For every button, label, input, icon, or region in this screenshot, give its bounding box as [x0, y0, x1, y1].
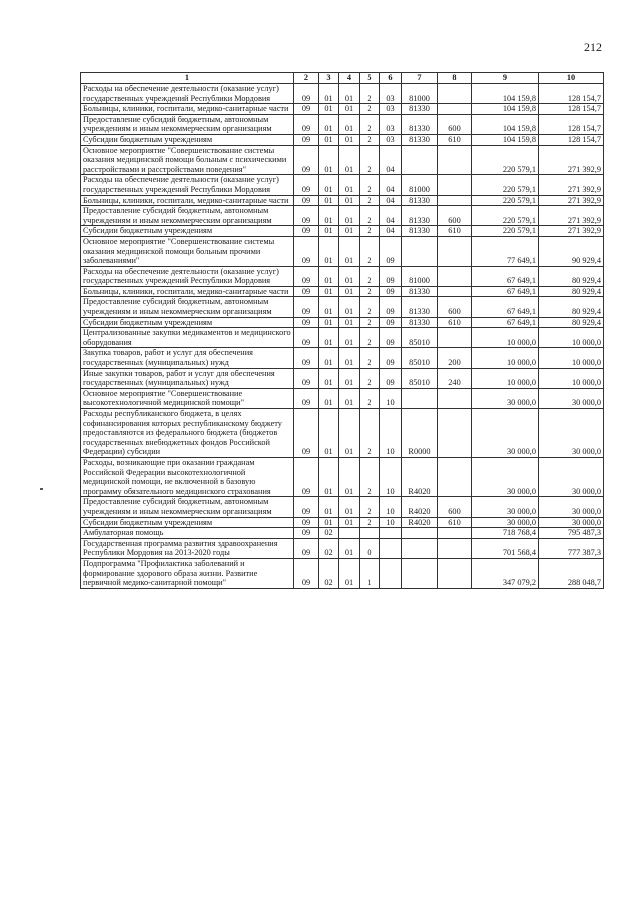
- row-name-cell: Расходы республиканского бюджета, в целях софинансирования которых республиканскому бюджету предоставляются из федерального бюджета (бюджетов государственных внебюджетных фондов Российской Федерации) субсидии: [81, 409, 294, 458]
- subprogram-code-cell: 1: [360, 558, 380, 588]
- section-code-cell: 09: [294, 317, 319, 328]
- program-code-cell: 01: [339, 286, 360, 297]
- amount-2016-cell: 67 649,1: [472, 317, 539, 328]
- expense-type-cell: 610: [438, 517, 472, 528]
- subsection-code-cell: 01: [319, 236, 339, 266]
- amount-2017-cell: 80 929,4: [539, 297, 604, 317]
- amount-2016-cell: 220 579,1: [472, 145, 539, 175]
- subprogram-code-cell: 2: [360, 114, 380, 134]
- program-code-cell: 01: [339, 84, 360, 104]
- activity-code-cell: 09: [380, 297, 402, 317]
- expense-type-cell: [438, 84, 472, 104]
- row-name-cell: Расходы на обеспечение деятельности (оказание услуг) государственных учреждений Республики Мордовия: [81, 84, 294, 104]
- subprogram-code-cell: 2: [360, 175, 380, 195]
- section-code-cell: 09: [294, 145, 319, 175]
- subsection-code-cell: 01: [319, 206, 339, 226]
- amount-2016-cell: 30 000,0: [472, 497, 539, 517]
- amount-2017-cell: 128 154,7: [539, 104, 604, 115]
- section-code-cell: 09: [294, 348, 319, 368]
- header-cell: 6: [380, 73, 402, 84]
- expense-type-cell: 600: [438, 497, 472, 517]
- amount-2017-cell: 10 000,0: [539, 368, 604, 388]
- direction-code-cell: 81000: [402, 84, 438, 104]
- row-name-cell: Закупка товаров, работ и услуг для обеспечения государственных (муниципальных) нужд: [81, 348, 294, 368]
- section-code-cell: 09: [294, 517, 319, 528]
- subprogram-code-cell: 2: [360, 206, 380, 226]
- program-code-cell: 01: [339, 236, 360, 266]
- subprogram-code-cell: 2: [360, 145, 380, 175]
- amount-2016-cell: 104 159,8: [472, 84, 539, 104]
- header-cell: 9: [472, 73, 539, 84]
- program-code-cell: 01: [339, 409, 360, 458]
- direction-code-cell: [402, 528, 438, 539]
- subsection-code-cell: 01: [319, 84, 339, 104]
- section-code-cell: 09: [294, 497, 319, 517]
- row-name-cell: Основное мероприятие "Совершенствование системы оказания медицинской помощи больным прочими заболеваниями": [81, 236, 294, 266]
- row-name-cell: Основное мероприятие "Совершенствование системы оказания медицинской помощи больным с психическими расстройствами и расстройствами поведения": [81, 145, 294, 175]
- subprogram-code-cell: 2: [360, 84, 380, 104]
- expense-type-cell: 600: [438, 297, 472, 317]
- direction-code-cell: 81330: [402, 114, 438, 134]
- table-row: [81, 236, 604, 266]
- section-code-cell: 09: [294, 286, 319, 297]
- expense-type-cell: [438, 388, 472, 408]
- table-row: [81, 266, 604, 286]
- subsection-code-cell: 01: [319, 328, 339, 348]
- subsection-code-cell: 01: [319, 114, 339, 134]
- activity-code-cell: 10: [380, 409, 402, 458]
- budget-table: [80, 72, 604, 589]
- subsection-code-cell: 01: [319, 388, 339, 408]
- program-code-cell: 01: [339, 317, 360, 328]
- activity-code-cell: 09: [380, 328, 402, 348]
- amount-2016-cell: 220 579,1: [472, 175, 539, 195]
- amount-2016-cell: 10 000,0: [472, 328, 539, 348]
- subprogram-code-cell: 2: [360, 266, 380, 286]
- activity-code-cell: [380, 528, 402, 539]
- activity-code-cell: 03: [380, 104, 402, 115]
- expense-type-cell: [438, 175, 472, 195]
- direction-code-cell: [402, 558, 438, 588]
- row-name-cell: Расходы, возникающие при оказании гражданам Российской Федерации высокотехнологичной медицинской помощи, не включенной в базовую программу обязательного медицинского страхования: [81, 457, 294, 496]
- program-code-cell: 01: [339, 457, 360, 496]
- header-cell: 4: [339, 73, 360, 84]
- section-code-cell: 09: [294, 236, 319, 266]
- row-name-cell: Субсидии бюджетным учреждениям: [81, 317, 294, 328]
- direction-code-cell: 81330: [402, 104, 438, 115]
- page-number: 212: [584, 40, 602, 54]
- activity-code-cell: 04: [380, 195, 402, 206]
- subprogram-code-cell: 2: [360, 517, 380, 528]
- amount-2016-cell: 77 649,1: [472, 236, 539, 266]
- direction-code-cell: [402, 236, 438, 266]
- section-code-cell: 09: [294, 114, 319, 134]
- amount-2016-cell: 67 649,1: [472, 297, 539, 317]
- direction-code-cell: 81330: [402, 297, 438, 317]
- subprogram-code-cell: 2: [360, 134, 380, 145]
- subprogram-code-cell: 0: [360, 538, 380, 558]
- amount-2017-cell: 80 929,4: [539, 317, 604, 328]
- amount-2016-cell: 10 000,0: [472, 368, 539, 388]
- row-name-cell: Подпрограмма "Профилактика заболеваний и формирование здорового образа жизни. Развитие первичной медико-санитарной помощи": [81, 558, 294, 588]
- amount-2016-cell: 220 579,1: [472, 206, 539, 226]
- section-code-cell: 09: [294, 195, 319, 206]
- amount-2016-cell: 718 768,4: [472, 528, 539, 539]
- subprogram-code-cell: 2: [360, 348, 380, 368]
- activity-code-cell: 04: [380, 145, 402, 175]
- row-name-cell: Предоставление субсидий бюджетным, автономным учреждениям и иным некоммерческим организациям: [81, 206, 294, 226]
- program-code-cell: 01: [339, 558, 360, 588]
- section-code-cell: 09: [294, 226, 319, 237]
- subsection-code-cell: 01: [319, 145, 339, 175]
- expense-type-cell: [438, 528, 472, 539]
- table-row: [81, 368, 604, 388]
- subsection-code-cell: 01: [319, 368, 339, 388]
- activity-code-cell: 03: [380, 84, 402, 104]
- row-name-cell: Больницы, клиники, госпитали, медико-санитарные части: [81, 104, 294, 115]
- section-code-cell: 09: [294, 558, 319, 588]
- program-code-cell: 01: [339, 114, 360, 134]
- subsection-code-cell: 01: [319, 104, 339, 115]
- direction-code-cell: 81330: [402, 195, 438, 206]
- subprogram-code-cell: 2: [360, 457, 380, 496]
- amount-2016-cell: 104 159,8: [472, 114, 539, 134]
- row-name-cell: Государственная программа развития здравоохранения Республики Мордовия на 2013-2020 годы: [81, 538, 294, 558]
- table-row: [81, 317, 604, 328]
- table-row: [81, 145, 604, 175]
- amount-2016-cell: 104 159,8: [472, 104, 539, 115]
- amount-2016-cell: 67 649,1: [472, 266, 539, 286]
- program-code-cell: 01: [339, 266, 360, 286]
- row-name-cell: Субсидии бюджетным учреждениям: [81, 517, 294, 528]
- amount-2017-cell: 128 154,7: [539, 84, 604, 104]
- expense-type-cell: [438, 286, 472, 297]
- table-row: [81, 195, 604, 206]
- direction-code-cell: 85010: [402, 368, 438, 388]
- subprogram-code-cell: 2: [360, 104, 380, 115]
- direction-code-cell: 81330: [402, 226, 438, 237]
- activity-code-cell: 04: [380, 175, 402, 195]
- subsection-code-cell: 01: [319, 409, 339, 458]
- amount-2016-cell: 347 079,2: [472, 558, 539, 588]
- amount-2017-cell: 90 929,4: [539, 236, 604, 266]
- subprogram-code-cell: 2: [360, 226, 380, 237]
- amount-2017-cell: 795 487,3: [539, 528, 604, 539]
- table-row: [81, 497, 604, 517]
- subsection-code-cell: 01: [319, 348, 339, 368]
- table-row: [81, 114, 604, 134]
- subsection-code-cell: 01: [319, 286, 339, 297]
- expense-type-cell: [438, 409, 472, 458]
- amount-2017-cell: 10 000,0: [539, 328, 604, 348]
- header-cell: 7: [402, 73, 438, 84]
- section-code-cell: 09: [294, 368, 319, 388]
- table-row: [81, 517, 604, 528]
- section-code-cell: 09: [294, 409, 319, 458]
- header-cell: 3: [319, 73, 339, 84]
- header-cell: 8: [438, 73, 472, 84]
- direction-code-cell: 81000: [402, 266, 438, 286]
- table-row: [81, 226, 604, 237]
- row-name-cell: Амбулаторная помощь: [81, 528, 294, 539]
- subsection-code-cell: 02: [319, 538, 339, 558]
- table-row: [81, 175, 604, 195]
- activity-code-cell: 03: [380, 134, 402, 145]
- subprogram-code-cell: 2: [360, 297, 380, 317]
- section-code-cell: 09: [294, 528, 319, 539]
- activity-code-cell: 09: [380, 236, 402, 266]
- table-body: [81, 84, 604, 589]
- amount-2017-cell: 10 000,0: [539, 348, 604, 368]
- subsection-code-cell: 01: [319, 457, 339, 496]
- header-cell: 1: [81, 73, 294, 84]
- amount-2017-cell: 80 929,4: [539, 266, 604, 286]
- amount-2016-cell: 30 000,0: [472, 409, 539, 458]
- program-code-cell: 01: [339, 175, 360, 195]
- direction-code-cell: [402, 538, 438, 558]
- amount-2016-cell: 30 000,0: [472, 457, 539, 496]
- subprogram-code-cell: 2: [360, 236, 380, 266]
- subsection-code-cell: 01: [319, 497, 339, 517]
- row-name-cell: Предоставление субсидий бюджетным, автономным учреждениям и иным некоммерческим организациям: [81, 114, 294, 134]
- subsection-code-cell: 01: [319, 134, 339, 145]
- header-cell: 5: [360, 73, 380, 84]
- expense-type-cell: [438, 236, 472, 266]
- subsection-code-cell: 02: [319, 558, 339, 588]
- amount-2017-cell: 271 392,9: [539, 175, 604, 195]
- subsection-code-cell: 01: [319, 226, 339, 237]
- expense-type-cell: [438, 558, 472, 588]
- activity-code-cell: 03: [380, 114, 402, 134]
- amount-2017-cell: 30 000,0: [539, 388, 604, 408]
- subprogram-code-cell: 2: [360, 368, 380, 388]
- expense-type-cell: [438, 104, 472, 115]
- subsection-code-cell: 01: [319, 317, 339, 328]
- table-row: [81, 409, 604, 458]
- direction-code-cell: [402, 145, 438, 175]
- amount-2017-cell: 30 000,0: [539, 497, 604, 517]
- direction-code-cell: 81000: [402, 175, 438, 195]
- direction-code-cell: 81330: [402, 317, 438, 328]
- subprogram-code-cell: [360, 528, 380, 539]
- program-code-cell: 01: [339, 328, 360, 348]
- subsection-code-cell: 01: [319, 517, 339, 528]
- amount-2017-cell: 30 000,0: [539, 457, 604, 496]
- expense-type-cell: [438, 457, 472, 496]
- table-row: [81, 206, 604, 226]
- program-code-cell: 01: [339, 145, 360, 175]
- table-row: [81, 104, 604, 115]
- program-code-cell: 01: [339, 226, 360, 237]
- expense-type-cell: [438, 328, 472, 348]
- section-code-cell: 09: [294, 134, 319, 145]
- expense-type-cell: 200: [438, 348, 472, 368]
- subsection-code-cell: 01: [319, 266, 339, 286]
- table-row: [81, 457, 604, 496]
- table-row: [81, 558, 604, 588]
- table-row: [81, 84, 604, 104]
- expense-type-cell: [438, 266, 472, 286]
- row-name-cell: Субсидии бюджетным учреждениям: [81, 226, 294, 237]
- activity-code-cell: 09: [380, 348, 402, 368]
- amount-2017-cell: 30 000,0: [539, 517, 604, 528]
- row-name-cell: Предоставление субсидий бюджетным, автономным учреждениям и иным некоммерческим организациям: [81, 297, 294, 317]
- activity-code-cell: 09: [380, 266, 402, 286]
- section-code-cell: 09: [294, 388, 319, 408]
- section-code-cell: 09: [294, 297, 319, 317]
- section-code-cell: 09: [294, 206, 319, 226]
- subsection-code-cell: 01: [319, 297, 339, 317]
- direction-code-cell: 81330: [402, 206, 438, 226]
- expense-type-cell: 610: [438, 226, 472, 237]
- subprogram-code-cell: 2: [360, 286, 380, 297]
- table-row: [81, 538, 604, 558]
- subprogram-code-cell: 2: [360, 497, 380, 517]
- direction-code-cell: R4020: [402, 497, 438, 517]
- activity-code-cell: [380, 558, 402, 588]
- table-row: [81, 134, 604, 145]
- table-row: [81, 328, 604, 348]
- row-name-cell: Больницы, клиники, госпитали, медико-санитарные части: [81, 195, 294, 206]
- activity-code-cell: 04: [380, 206, 402, 226]
- activity-code-cell: 10: [380, 388, 402, 408]
- activity-code-cell: 09: [380, 286, 402, 297]
- scan-artifact: [40, 488, 43, 490]
- amount-2017-cell: 271 392,9: [539, 145, 604, 175]
- direction-code-cell: [402, 388, 438, 408]
- activity-code-cell: 10: [380, 497, 402, 517]
- subprogram-code-cell: 2: [360, 409, 380, 458]
- table-header-row: [81, 73, 604, 84]
- amount-2016-cell: 701 568,4: [472, 538, 539, 558]
- amount-2017-cell: 271 392,9: [539, 226, 604, 237]
- table-row: [81, 286, 604, 297]
- expense-type-cell: 600: [438, 114, 472, 134]
- header-cell: 10: [539, 73, 604, 84]
- direction-code-cell: 81330: [402, 134, 438, 145]
- expense-type-cell: 240: [438, 368, 472, 388]
- amount-2016-cell: 10 000,0: [472, 348, 539, 368]
- expense-type-cell: [438, 538, 472, 558]
- row-name-cell: Централизованные закупки медикаментов и медицинского оборудования: [81, 328, 294, 348]
- amount-2017-cell: 128 154,7: [539, 114, 604, 134]
- amount-2017-cell: 777 387,3: [539, 538, 604, 558]
- subprogram-code-cell: 2: [360, 328, 380, 348]
- program-code-cell: 01: [339, 348, 360, 368]
- section-code-cell: 09: [294, 328, 319, 348]
- amount-2016-cell: 30 000,0: [472, 517, 539, 528]
- amount-2016-cell: 104 159,8: [472, 134, 539, 145]
- program-code-cell: [339, 528, 360, 539]
- amount-2017-cell: 80 929,4: [539, 286, 604, 297]
- row-name-cell: Основное мероприятие "Совершенствование высокотехнологичной медицинской помощи": [81, 388, 294, 408]
- activity-code-cell: 10: [380, 517, 402, 528]
- table-row: [81, 297, 604, 317]
- row-name-cell: Больницы, клиники, госпитали, медико-санитарные части: [81, 286, 294, 297]
- subsection-code-cell: 02: [319, 528, 339, 539]
- program-code-cell: 01: [339, 388, 360, 408]
- section-code-cell: 09: [294, 175, 319, 195]
- subsection-code-cell: 01: [319, 195, 339, 206]
- direction-code-cell: R0000: [402, 409, 438, 458]
- table-row: [81, 528, 604, 539]
- program-code-cell: 01: [339, 497, 360, 517]
- program-code-cell: 01: [339, 538, 360, 558]
- subprogram-code-cell: 2: [360, 317, 380, 328]
- program-code-cell: 01: [339, 134, 360, 145]
- amount-2017-cell: 271 392,9: [539, 195, 604, 206]
- activity-code-cell: 09: [380, 368, 402, 388]
- direction-code-cell: 85010: [402, 348, 438, 368]
- amount-2016-cell: 220 579,1: [472, 195, 539, 206]
- activity-code-cell: [380, 538, 402, 558]
- program-code-cell: 01: [339, 206, 360, 226]
- activity-code-cell: 09: [380, 317, 402, 328]
- direction-code-cell: 85010: [402, 328, 438, 348]
- amount-2017-cell: 128 154,7: [539, 134, 604, 145]
- program-code-cell: 01: [339, 104, 360, 115]
- amount-2017-cell: 271 392,9: [539, 206, 604, 226]
- row-name-cell: Предоставление субсидий бюджетным, автономным учреждениям и иным некоммерческим организациям: [81, 497, 294, 517]
- row-name-cell: Иные закупки товаров, работ и услуг для обеспечения государственных (муниципальных) нужд: [81, 368, 294, 388]
- activity-code-cell: 10: [380, 457, 402, 496]
- section-code-cell: 09: [294, 84, 319, 104]
- amount-2017-cell: 288 048,7: [539, 558, 604, 588]
- program-code-cell: 01: [339, 517, 360, 528]
- program-code-cell: 01: [339, 195, 360, 206]
- row-name-cell: Расходы на обеспечение деятельности (оказание услуг) государственных учреждений Республики Мордовия: [81, 175, 294, 195]
- direction-code-cell: 81330: [402, 286, 438, 297]
- header-cell: 2: [294, 73, 319, 84]
- subprogram-code-cell: 2: [360, 195, 380, 206]
- expense-type-cell: 600: [438, 206, 472, 226]
- expense-type-cell: [438, 195, 472, 206]
- program-code-cell: 01: [339, 368, 360, 388]
- section-code-cell: 09: [294, 266, 319, 286]
- expense-type-cell: 610: [438, 134, 472, 145]
- direction-code-cell: R4020: [402, 517, 438, 528]
- subprogram-code-cell: 2: [360, 388, 380, 408]
- section-code-cell: 09: [294, 457, 319, 496]
- table-row: [81, 348, 604, 368]
- section-code-cell: 09: [294, 104, 319, 115]
- direction-code-cell: R4020: [402, 457, 438, 496]
- table-row: [81, 388, 604, 408]
- amount-2017-cell: 30 000,0: [539, 409, 604, 458]
- program-code-cell: 01: [339, 297, 360, 317]
- row-name-cell: Расходы на обеспечение деятельности (оказание услуг) государственных учреждений Республики Мордовия: [81, 266, 294, 286]
- amount-2016-cell: 220 579,1: [472, 226, 539, 237]
- amount-2016-cell: 67 649,1: [472, 286, 539, 297]
- subsection-code-cell: 01: [319, 175, 339, 195]
- section-code-cell: 09: [294, 538, 319, 558]
- expense-type-cell: 610: [438, 317, 472, 328]
- row-name-cell: Субсидии бюджетным учреждениям: [81, 134, 294, 145]
- expense-type-cell: [438, 145, 472, 175]
- activity-code-cell: 04: [380, 226, 402, 237]
- amount-2016-cell: 30 000,0: [472, 388, 539, 408]
